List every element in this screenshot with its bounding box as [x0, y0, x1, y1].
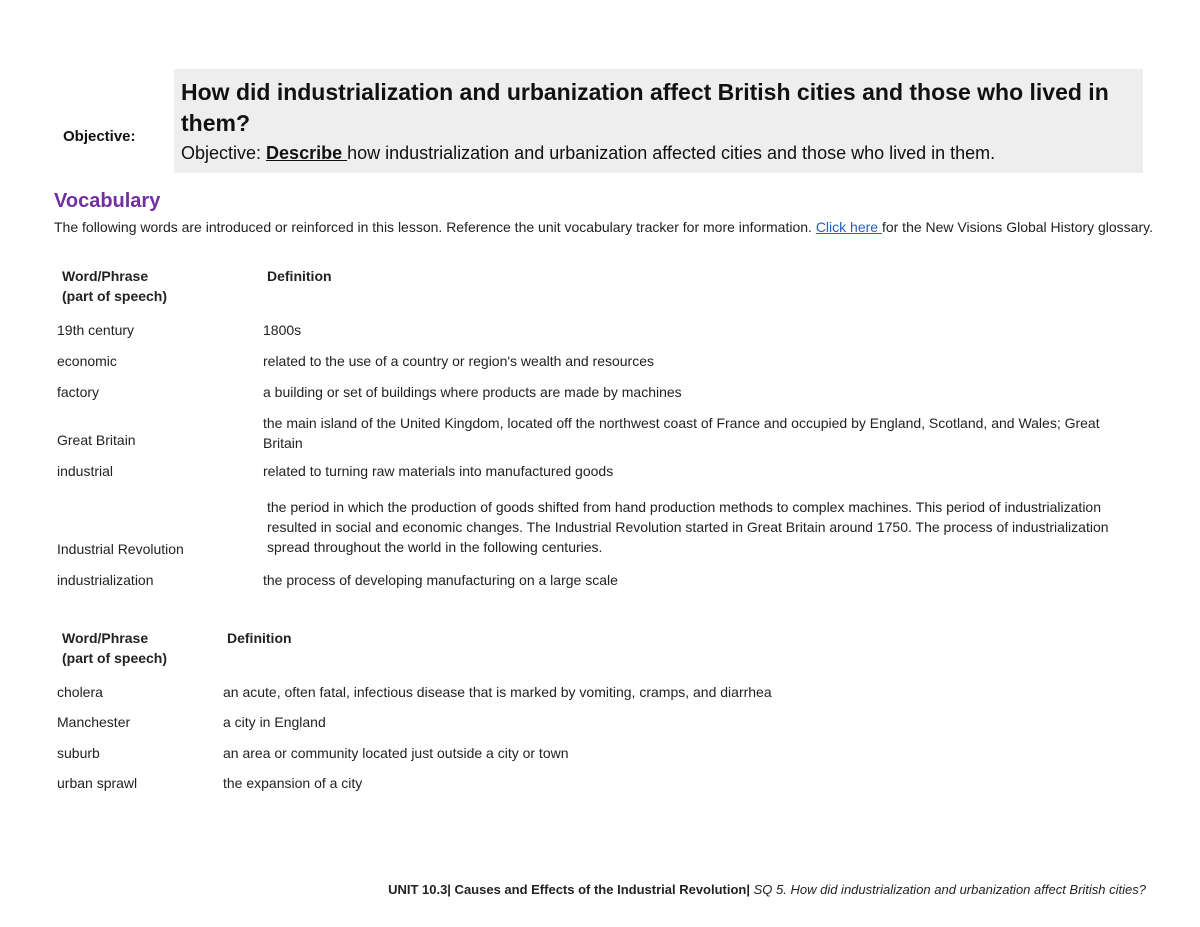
page-footer	[388, 882, 1146, 897]
table1-header-word-line2: (part of speech)	[62, 288, 168, 304]
table2-word: cholera	[57, 684, 103, 700]
table1-word: industrial	[57, 463, 114, 479]
table1-definition: 1800s	[263, 322, 302, 338]
table1-header-word	[62, 266, 167, 306]
footer-question: SQ 5. How did industrialization and urbanization affect British cities?	[750, 882, 1146, 897]
table1-word: factory	[57, 384, 100, 400]
table2-definition: the expansion of a city	[223, 775, 363, 791]
table1-definition: related to turning raw materials into manufactured goods	[263, 463, 614, 479]
table2-header-word-line2: (part of speech)	[62, 650, 168, 666]
table1-word: economic	[57, 353, 117, 369]
table1-definition: a building or set of buildings where products are made by machines	[263, 384, 682, 400]
table2-word: Manchester	[57, 714, 131, 730]
table1-definition: the main island of the United Kingdom, located off the northwest coast of France and occupied by England, Scotland, and Wales; Great Britain	[263, 415, 1100, 451]
question-title: How did industrialization and urbanization affect British cities and those who lived in them?	[181, 79, 1109, 136]
table2-definition: a city in England	[223, 714, 326, 730]
table1-word: 19th century	[57, 322, 135, 338]
table1-word: industrialization	[57, 572, 154, 588]
question-objective	[181, 141, 1133, 165]
table1-header-word-line1: Word/Phrase	[62, 268, 149, 284]
glossary-link[interactable]: Click here	[815, 219, 882, 235]
question-box	[174, 69, 1143, 173]
vocabulary-intro-text-after: for the New Visions Global History glossary.	[881, 219, 1153, 235]
table1-definition: the process of developing manufacturing on a large scale	[263, 572, 618, 588]
table2-header-word	[62, 628, 167, 668]
objective-verb: Describe	[266, 143, 348, 163]
table1-word: Great Britain	[57, 432, 136, 448]
table1-definition: related to the use of a country or region's wealth and resources	[263, 353, 655, 369]
table1-header-definition: Definition	[267, 268, 332, 284]
table2-definition: an acute, often fatal, infectious disease that is marked by vomiting, cramps, and diarrhea	[223, 684, 772, 700]
objective-prefix: Objective:	[181, 143, 267, 163]
objective-rest: how industrialization and urbanization affected cities and those who lived in them.	[347, 143, 996, 163]
table2-definition: an area or community located just outside a city or town	[223, 745, 569, 761]
table2-word: suburb	[57, 745, 100, 761]
footer-unit: UNIT 10.3| Causes and Effects of the Industrial Revolution|	[388, 882, 751, 897]
table2-header-definition: Definition	[227, 630, 292, 646]
table1-word: Industrial Revolution	[57, 541, 184, 557]
vocabulary-intro	[54, 218, 1154, 237]
table2-header-word-line1: Word/Phrase	[62, 630, 149, 646]
vocabulary-heading: Vocabulary	[54, 190, 161, 212]
objective-label: Objective:	[63, 128, 136, 145]
vocabulary-intro-text: The following words are introduced or reinforced in this lesson. Reference the unit vocabulary tracker for more information.	[54, 219, 816, 235]
table1-definition: the period in which the production of goods shifted from hand production methods to complex machines. This period of industrialization resulted in social and economic changes. The Industrial Revolution started in Great Britain around 1750. The process of industrialization spread throughout the world in the following centuries.	[267, 499, 1109, 555]
table2-word: urban sprawl	[57, 775, 138, 791]
